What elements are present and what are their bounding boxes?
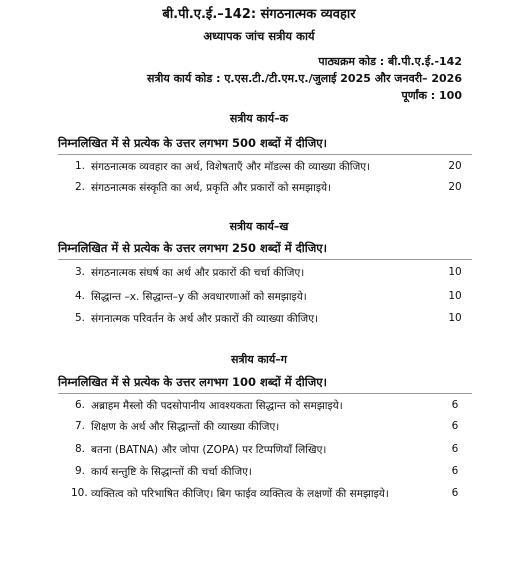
section-c-instruction: निम्नलिखित में से प्रत्येक के उत्तर लगभग 100 शब्दों में दीजिए। xyxy=(58,375,327,389)
question-number: 4. xyxy=(74,290,85,302)
assignment-code: सत्रीय कार्य कोड : ए.एस.टी./टी.एम.ए./जुलाई 2025 और जनवरी– 2026 xyxy=(147,72,462,85)
question-marks: 20 xyxy=(448,160,462,172)
question-text: अब्राहम मैस्लो की पदसोपानीय आवश्यकता सिद्धान्त को समझाइये। xyxy=(91,400,343,412)
section-b-divider xyxy=(58,259,472,260)
question-marks: 6 xyxy=(451,487,459,499)
question-number: 5. xyxy=(74,312,85,324)
question-row xyxy=(58,399,472,413)
question-row xyxy=(58,443,472,457)
question-text: संगठनात्मक व्यवहार का अर्थ, विशेषताएँ और मॉडल्स की व्याख्या कीजिए। xyxy=(91,161,371,173)
full-marks: पूर्णांक : 100 xyxy=(401,89,462,102)
section-b-title: सत्रीय कार्य–ख xyxy=(229,220,289,233)
question-text: बतना (BATNA) और जोपा (ZOPA) पर टिप्पणियाँ लिखिए। xyxy=(91,444,327,456)
question-marks: 6 xyxy=(451,443,459,455)
section-b-instruction: निम्नलिखित में से प्रत्येक के उत्तर लगभग 250 शब्दों में दीजिए। xyxy=(58,241,327,255)
course-title: बी.पी.ए.ई.–142: संगठनात्मक व्यवहार xyxy=(162,7,356,22)
course-code: पाठ्यक्रम कोड : बी.पी.ए.ई.-142 xyxy=(318,55,462,68)
question-row xyxy=(58,487,472,501)
question-marks: 10 xyxy=(448,312,462,324)
question-marks: 6 xyxy=(451,399,459,411)
section-a-instruction: निम्नलिखित में से प्रत्येक के उत्तर लगभग 500 शब्दों में दीजिए। xyxy=(58,136,327,150)
question-number: 2. xyxy=(74,181,85,193)
question-text: संगठनात्मक संस्कृति का अर्थ, प्रकृति और प्रकारों को समझाइये। xyxy=(91,182,332,194)
question-number: 6. xyxy=(74,399,85,411)
question-text: व्यक्तित्व को परिभाषित कीजिए। बिग फाईव व्यक्तित्व के लक्षणों की समझाइये। xyxy=(91,488,389,500)
question-number: 3. xyxy=(74,266,85,278)
question-row xyxy=(58,290,472,304)
question-row xyxy=(58,266,472,280)
question-marks: 6 xyxy=(451,465,459,477)
question-text: शिक्षण के अर्थ और सिद्धान्तों की व्याख्या कीजिए। xyxy=(91,421,280,433)
section-a-divider xyxy=(58,154,472,155)
question-row xyxy=(58,465,472,479)
assignment-subtitle: अध्यापक जांच सत्रीय कार्य xyxy=(203,29,315,43)
question-text: कार्य सन्तुष्टि के सिद्धान्तों की चर्चा कीजिए। xyxy=(91,466,252,478)
question-number: 7. xyxy=(74,420,85,432)
question-row xyxy=(58,160,472,174)
section-c-title: सत्रीय कार्य–ग xyxy=(231,353,287,366)
section-c-divider xyxy=(58,393,472,394)
question-marks: 10 xyxy=(448,290,462,302)
question-row xyxy=(58,181,472,195)
question-marks: 10 xyxy=(448,266,462,278)
question-marks: 20 xyxy=(448,181,462,193)
question-text: संगनात्मक परिवर्तन के अर्थ और प्रकारों की व्याख्या कीजिए। xyxy=(91,313,318,325)
section-a-title: सत्रीय कार्य–क xyxy=(229,112,289,125)
question-row xyxy=(58,420,472,434)
question-text: सिद्धान्त –x. सिद्धान्त–y की अवधारणाओं को समझाइये। xyxy=(91,291,307,303)
question-marks: 6 xyxy=(451,420,459,432)
question-number: 8. xyxy=(74,443,85,455)
question-row xyxy=(58,312,472,326)
question-text: संगठनात्मक संघर्ष का अर्थ और प्रकारों की चर्चा कीजिए। xyxy=(91,267,305,279)
question-number: 9. xyxy=(74,465,85,477)
question-number: 10. xyxy=(71,487,88,499)
question-number: 1. xyxy=(74,160,85,172)
